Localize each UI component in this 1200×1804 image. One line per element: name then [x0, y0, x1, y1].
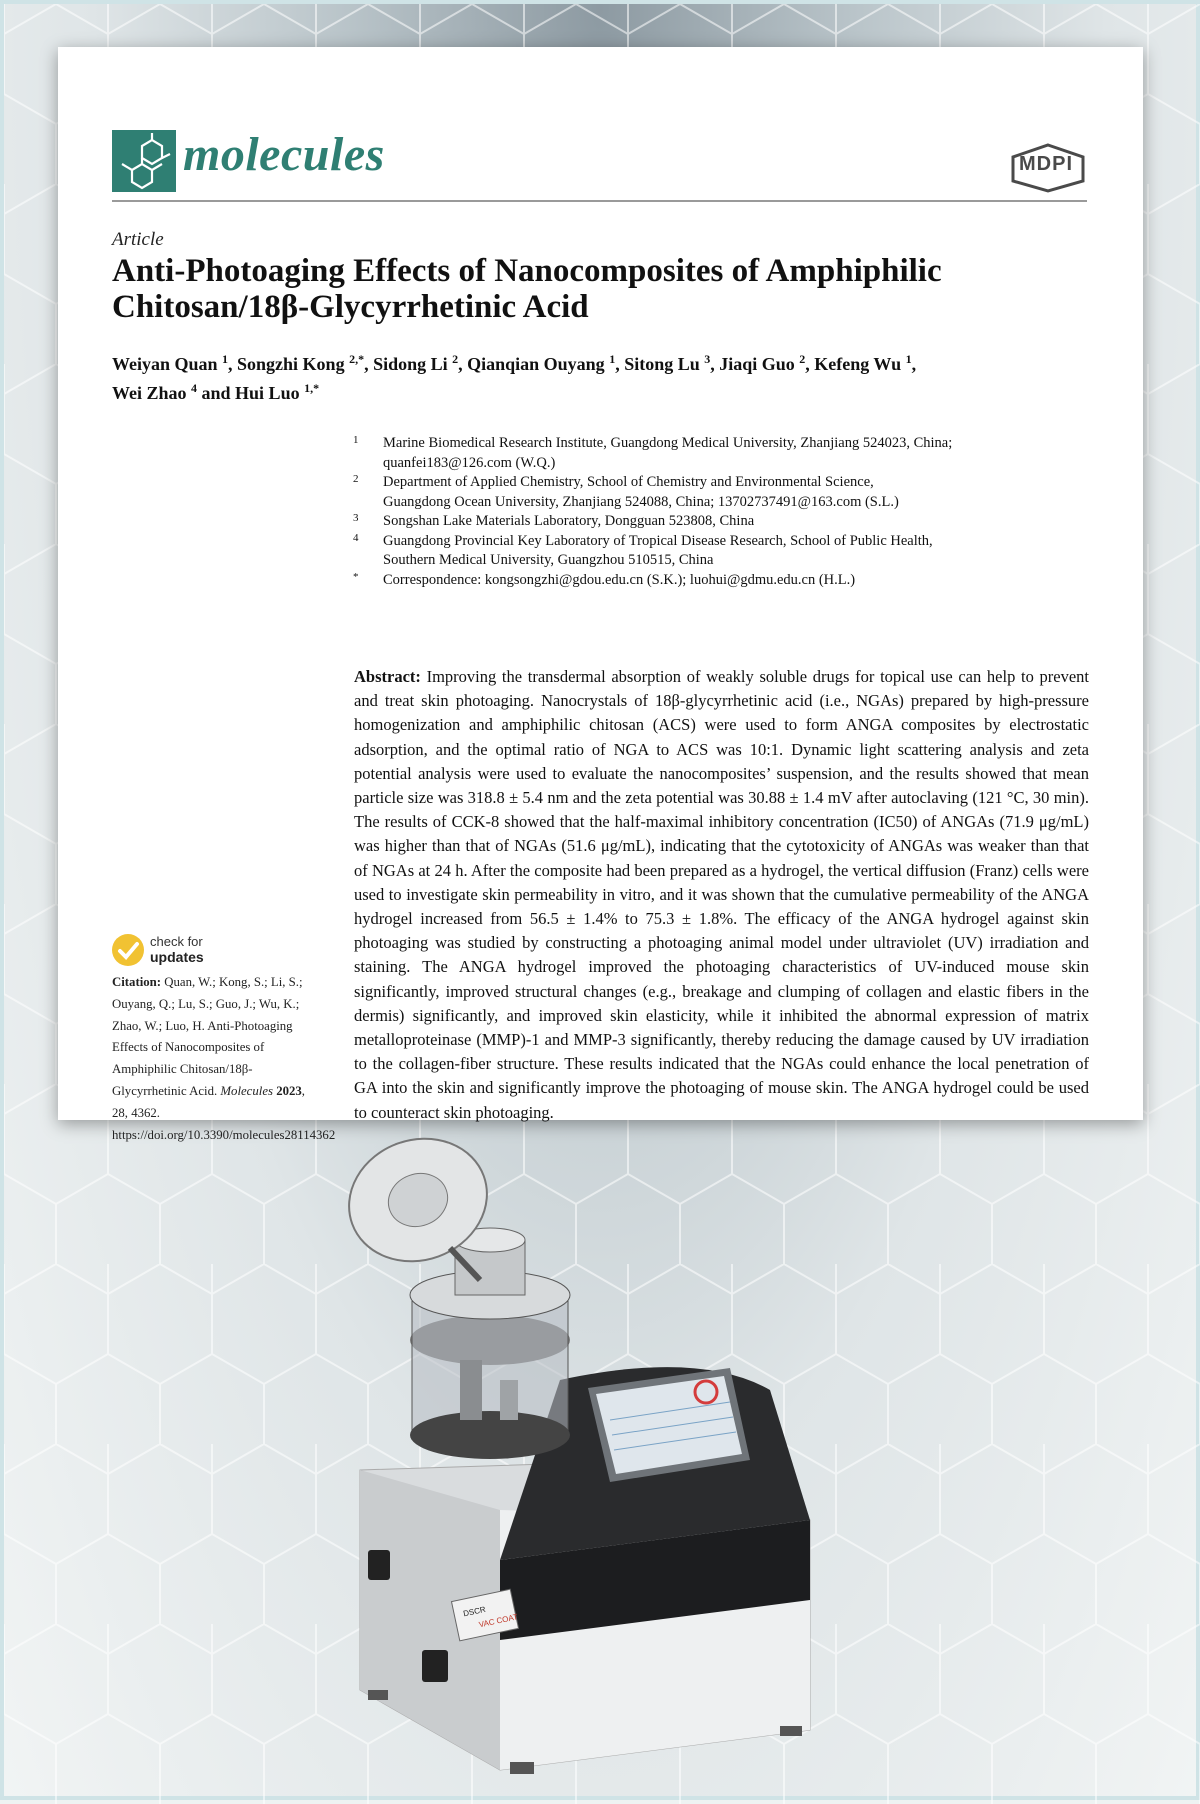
- author: Sidong Li $^2$: [373, 352, 459, 374]
- molecules-logo-icon: [112, 130, 176, 192]
- author: Wei Zhao $^4$: [112, 381, 198, 403]
- author-affiliation-marker: 1: [905, 352, 912, 366]
- check-updates-line2: updates: [150, 949, 204, 965]
- abstract-label: Abstract:: [354, 667, 421, 686]
- author: Weiyan Quan $^1$: [112, 352, 229, 374]
- author: Qianqian Ouyang $^1$: [467, 352, 616, 374]
- check-updates-line1: check for: [150, 934, 203, 949]
- author-affiliation-marker: 2,*: [349, 352, 365, 366]
- article-first-page: [58, 47, 1143, 1142]
- affiliation-number: 2: [353, 473, 359, 485]
- citation-doi-link[interactable]: https://doi.org/10.3390/molecules28114362: [112, 1127, 336, 1142]
- affiliation-number: *: [353, 570, 359, 583]
- device-model-label: DSCR: [462, 1604, 487, 1619]
- affiliation-number: 1: [353, 434, 359, 446]
- citation-journal: Molecules: [220, 1083, 273, 1098]
- journal-name: molecules: [183, 128, 385, 181]
- citation-text: Quan, W.; Kong, S.; Li, S.; Ouyang, Q.; Lu, S.; Guo, J.; Wu, K.; Zhao, W.; Luo, H. Anti-Photoaging Effects of Nanocomposites of Amphiphilic Chitosan/18β-Glycyrrhetinic Acid.: [112, 975, 303, 1098]
- affiliation-number: 4: [353, 531, 359, 544]
- author-list: Weiyan Quan $^1$, Songzhi Kong $^{2,*}$, Sidong Li $^2$, Qianqian Ouyang $^1$, Sitong Lu $^3$, Jiaqi Guo $^2$, Kefeng Wu $^1$, Wei Zhao $^4$ and Hui Luo $^{1,*}$: [112, 352, 917, 403]
- affiliation-line: Marine Biomedical Research Institute, Guangdong Medical University, Zhanjiang 524023, China;: [383, 435, 953, 451]
- affiliation-line: Correspondence: kongsongzhi@gdou.edu.cn (S.K.); luohui@gdmu.edu.cn (H.L.): [383, 571, 856, 588]
- author: Hui Luo $^{1,*}$: [235, 381, 320, 403]
- affiliation-line: Guangdong Provincial Key Laboratory of Tropical Disease Research, School of Public Health,: [383, 532, 933, 549]
- affiliation-line: Guangdong Ocean University, Zhanjiang 524088, China; 13702737491@163.com (S.L.): [383, 493, 899, 510]
- device-brand-label: VAC COAT: [478, 1612, 519, 1630]
- sputter-coater-device-image: [340, 1130, 860, 1790]
- author-affiliation-marker: 1: [222, 352, 229, 366]
- affiliations: [353, 434, 1053, 590]
- article-title: Anti-Photoaging Effects of Nanocomposites of Amphiphilic Chitosan/18β-Glycyrrhetinic Acid: [112, 253, 942, 325]
- affiliation-line: quanfei183@126.com (W.Q.): [383, 454, 556, 471]
- author: Kefeng Wu $^1$: [814, 352, 912, 374]
- author-affiliation-marker: 2: [452, 352, 459, 366]
- author-affiliation-marker: 1: [609, 352, 616, 366]
- affiliation-number: 3: [353, 512, 359, 524]
- author-affiliation-marker: 3: [704, 352, 711, 366]
- check-for-updates-button[interactable]: [112, 932, 312, 972]
- affiliation-item: [353, 571, 1053, 591]
- article-type: Article: [112, 229, 164, 250]
- header-rule: [112, 200, 1087, 202]
- citation-label: Citation:: [112, 975, 162, 989]
- author-affiliation-marker: 2: [799, 352, 806, 366]
- affiliation-line: Songshan Lake Materials Laboratory, Dongguan 523808, China: [383, 513, 755, 529]
- author-affiliation-marker: 4: [191, 381, 198, 395]
- citation-year: 2023: [276, 1083, 302, 1098]
- abstract: [354, 665, 1089, 1125]
- publisher-name: MDPI: [1019, 153, 1073, 175]
- affiliation-line: Department of Applied Chemistry, School of Chemistry and Environmental Science,: [383, 474, 874, 490]
- affiliation-item: [353, 532, 1053, 571]
- author: Songzhi Kong $^{2,*}$: [237, 352, 365, 374]
- checkmark-icon: [112, 934, 144, 966]
- author-affiliation-marker: 1,*: [304, 381, 320, 395]
- affiliation-item: [353, 512, 1053, 532]
- author: Sitong Lu $^3$: [624, 352, 711, 374]
- affiliation-line: Southern Medical University, Guangzhou 510515, China: [383, 552, 714, 568]
- affiliation-item: [353, 434, 1053, 473]
- citation-block: [112, 972, 336, 1146]
- author: Jiaqi Guo $^2$: [719, 352, 806, 374]
- abstract-text: Improving the transdermal absorption of weakly soluble drugs for topical use can help to prevent and treat skin photoaging. Nanocrystals of 18β-glycyrrhetinic acid (i.e., NGAs) prepared by high-pressure homogenization and amphiphilic chitosan (ACS) were used to form ANGA composites by electrostatic adsorption, and the optimal ratio of NGA to ACS was 10:1. Dynamic light scattering analysis and zeta potential analysis were used to evaluate the nanocomposites’ suspension, and the results showed that mean particle size was 318.8 ± 5.4 nm and the zeta potential was 30.88 ± 1.4 mV after autoclaving (121 °C, 30 min). The results of CCK-8 showed that the half-maximal inhibitory concentration (IC50) of ANGAs (71.9 μg/mL) was higher than that of NGAs (51.6 μg/mL), indicating that the cytotoxicity of ANGAs was weaker than that of NGAs at 24 h. After the composite had been prepared as a hydrogel, the vertical diffusion (Franz) cells were used to investigate skin permeability in vitro, and it was shown that the cumulative permeability of the ANGA hydrogel increased from 56.5 ± 1.4% to 75.3 ± 1.8%. The efficacy of the ANGA hydrogel against skin photoaging was studied by constructing a photoaging animal model under ultraviolet (UV) irradiation and staining. The ANGA hydrogel improved the photoaging characteristics of UV-induced mouse skin significantly, improved structural changes (e.g., breakage and clumping of collagen and elastic fibers in the dermis) significantly, and improved skin elasticity, while it inhibited the abnormal expression of matrix metalloproteinase (MMP)-1 and MMP-3 significantly, thereby reducing the damage caused by UV irradiation to the collagen-fiber structure. These results indicated that the NGAs could enhance the local penetration of GA into the skin and significantly improve the photoaging of mouse skin. The ANGA hydrogel could be used to counteract skin photoaging.: [354, 667, 1090, 1122]
- citation-volume: , 28, 4362.: [112, 1083, 305, 1120]
- affiliation-item: [353, 473, 1053, 512]
